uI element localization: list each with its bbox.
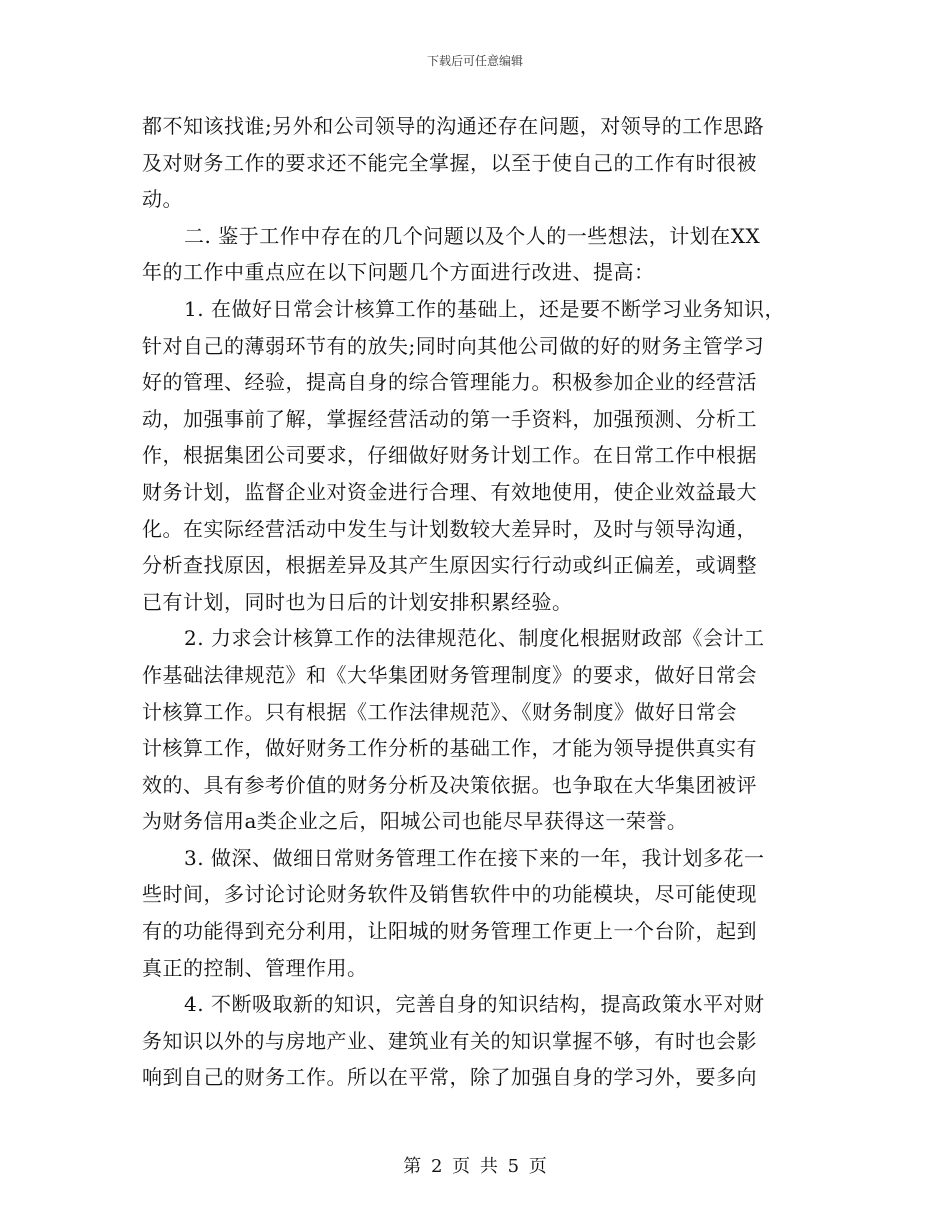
text-line: 年的工作中重点应在以下问题几个方面进行改进、提高：: [142, 260, 655, 285]
text-line: 财务计划，监督企业对资金进行合理、有效地使用，使企业效益最大: [142, 479, 757, 504]
text-line: 针对自己的薄弱环节有的放失;同时向其他公司做的好的财务主管学习: [142, 333, 765, 358]
text-line: 作，根据集团公司要求，仔细做好财务计划工作。在日常工作中根据: [142, 443, 757, 468]
text-line: 化。在实际经营活动中发生与计划数较大差异时，及时与领导沟通，: [142, 516, 757, 541]
text-line: 有的功能得到充分利用，让阳城的财务管理工作更上一个台阶，起到: [142, 919, 757, 944]
page-header: 下载后可任意编辑: [426, 54, 523, 68]
document-body: [142, 108, 822, 1096]
text-line: 已有计划，同时也为日后的计划安排积累经验。: [142, 589, 573, 614]
text-line: 真正的控制、管理作用。: [142, 955, 368, 980]
text-line: 都不知该找谁;另外和公司领导的沟通还存在问题，对领导的工作思路: [142, 114, 765, 138]
text-line: 效的、具有参考价值的财务分析及决策依据。也争取在大华集团被评: [142, 772, 757, 797]
text-line: 4. 不断吸取新的知识，完善自身的知识结构，提高政策水平对财: [184, 992, 765, 1017]
text-line: 计核算工作。只有根据《工作法律规范》、《财务制度》做好日常会: [142, 699, 737, 724]
page-footer: 第 2 页 共 5 页: [403, 1156, 547, 1177]
text-line: 好的管理、经验，提高自身的综合管理能力。积极参加企业的经营活: [142, 370, 757, 395]
text-line: 响到自己的财务工作。所以在平常，除了加强自身的学习外，要多向: [142, 1065, 757, 1090]
text-line: 二. 鉴于工作中存在的几个问题以及个人的一些想法，计划在XX: [184, 223, 761, 248]
text-line: 及对财务工作的要求还不能完全掌握，以至于使自己的工作有时很被: [142, 150, 757, 175]
text-line: 2. 力求会计核算工作的法律规范化、制度化根据财政部《会计工: [184, 626, 765, 651]
text-line: 作基础法律规范》和《大华集团财务管理制度》的要求，做好日常会: [142, 662, 757, 687]
text-line: 计核算工作，做好财务工作分析的基础工作，才能为领导提供真实有: [142, 736, 757, 761]
text-line: 务知识以外的与房地产业、建筑业有关的知识掌握不够，有时也会影: [142, 1028, 757, 1053]
text-line: 动。: [142, 187, 183, 212]
text-line: 1. 在做好日常会计核算工作的基础上，还是要不断学习业务知识，: [184, 296, 785, 321]
text-line: 3. 做深、做细日常财务管理工作在接下来的一年，我计划多花一: [184, 845, 765, 870]
text-line: 动，加强事前了解，掌握经营活动的第一手资料，加强预测、分析工: [142, 406, 757, 431]
text-line: 些时间，多讨论讨论财务软件及销售软件中的功能模块，尽可能使现: [142, 882, 757, 907]
text-line: 为财务信用a类企业之后，阳城公司也能尽早获得这一荣誉。: [142, 809, 688, 834]
text-line: 分析查找原因，根据差异及其产生原因实行行动或纠正偏差，或调整: [142, 553, 757, 578]
